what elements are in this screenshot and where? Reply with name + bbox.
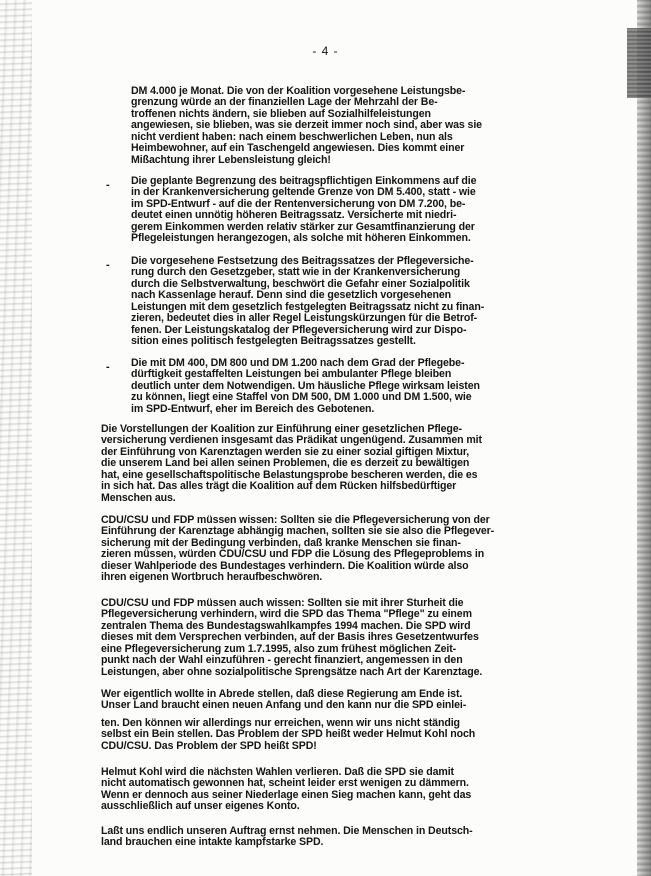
text-line: selbst ein Bein stellen. Das Problem der SPD heißt weder Helmut Kohl noch (101, 728, 476, 741)
text-line: gerem Einkommen werden relativ stärker zur Gesamtfinanzierung der (131, 220, 475, 233)
text-line: nicht automatisch gewonnen hat, scheint leider erst wenigen zu dämmern. (101, 777, 469, 790)
text-line: die unserem Land bei allen seinen Problemen, die es derzeit zu bewältigen (101, 457, 470, 470)
text-line: Unser Land braucht einen neuen Anfang und den kann nur die SPD einlei- (101, 699, 467, 712)
text-line: Helmut Kohl wird die nächsten Wahlen verlieren. Daß die SPD sie damit (101, 766, 454, 778)
text-line: zentralen Thema des Bundestagswahlkampfes 1994 machen. Die SPD wird (101, 619, 471, 632)
paragraph-government-end-part1 (101, 689, 466, 712)
text-line: sition eines politisch festgelegten Beitragssatzes gestellt. (131, 335, 416, 348)
text-line: punkt nach der Wahl einzuführen - gerecht finanziert, angemessen in den (101, 654, 463, 667)
text-line: dürftigkeit gestaffelten Leistungen bei ambulanter Pflege bleiben (131, 368, 452, 381)
text-line: der Einführung von Karenztagen werden sie zu einer sozial giftigen Mixtur, (101, 445, 470, 458)
page-number: - 4 - (312, 44, 339, 58)
text-line: Wer eigentlich wollte in Abrede stellen, daß diese Regierung am Ende ist. (101, 688, 463, 700)
paragraph-coalition-assessment (101, 424, 482, 504)
text-line: grenzung würde an der finanziellen Lage der Mehrzahl der Be- (131, 96, 438, 109)
bullet-paragraph-ambulant-care (131, 358, 480, 415)
text-line: CDU/CSU und FDP müssen wissen: Sollten sie die Pflegeversicherung von der (101, 514, 490, 526)
text-line: Die mit DM 400, DM 800 und DM 1.200 nach dem Grad der Pflegebe- (131, 357, 465, 369)
text-line: zieren müssen, würden CDU/CSU und FDP die Lösung des Pflegeproblems in (101, 548, 485, 561)
text-line: Pflegeversicherung verhindern, wird die SPD das Thema "Pflege" zu einem (101, 608, 472, 621)
paragraph-helmut-kohl (101, 767, 471, 813)
text-line: ihren eigenen Wortbruch heraufbeschwören. (101, 571, 323, 584)
text-line: Leistungen mit dem gesetzlich festgelegten Beitragssatz nicht zu finan- (131, 300, 485, 313)
text-line: Mißachtung ihrer Lebensleistung gleich! (131, 153, 331, 166)
text-line: ausschließlich auf unser eigenes Konto. (101, 800, 300, 813)
text-line: dieser Wahlperiode des Bundestages verhindern. Die Koalition würde also (101, 559, 469, 572)
bullet-marker: - (106, 361, 110, 373)
text-line: Die Vorstellungen der Koalition zur Einführung einer gesetzlichen Pflege- (101, 423, 462, 435)
text-line: Die vorgesehene Festsetzung des Beitragssatzes der Pflegeversiche- (131, 255, 474, 267)
paragraph-cdu-fdp-must-know (101, 515, 494, 584)
paragraph-cdu-fdp-also-know (101, 598, 482, 678)
text-line: nicht verdient haben: nach einem beschwerlichen Leben, nun als (131, 130, 453, 143)
bullet-paragraph-income-limit (131, 176, 476, 245)
text-line: durch die Selbstverwaltung, beschwört die Gefahr einer Sozialpolitik (131, 277, 470, 290)
bullet-marker: - (106, 259, 110, 271)
text-line: deutlich unter dem Notwendigen. Um häusliche Pflege wirksam leisten (131, 379, 480, 392)
text-line: rung durch den Gesetzgeber, statt wie in der Krankenversicherung (131, 266, 461, 279)
text-line: im SPD-Entwurf - auf die der Rentenversicherung von DM 7.200, be- (131, 197, 466, 210)
text-line: sicherung mit der Bedingung verbinden, daß kranke Menschen sie finan- (101, 536, 461, 549)
scan-edge-left (0, 0, 32, 876)
text-line: in der Krankenversicherung geltende Grenze von DM 5.400, statt - wie (131, 186, 476, 199)
text-line: Heimbewohner, auf ein Taschengeld angewiesen. Dies kommt einer (131, 142, 465, 155)
text-line: Laßt uns endlich unseren Auftrag ernst nehmen. Die Menschen in Deutsch- (101, 825, 473, 837)
text-line: land brauchen eine intakte kampfstarke SPD. (101, 836, 324, 849)
text-line: angewiesen, sie blieben, was sie derzeit immer noch sind, aber was sie (131, 119, 482, 132)
text-line: Menschen aus. (101, 491, 176, 504)
text-line: deutet einen unnötig höheren Beitragssatz. Versicherte mit niedri- (131, 209, 457, 222)
text-line: fenen. Der Leistungskatalog der Pflegeversicherung wird zur Dispo- (131, 323, 467, 336)
text-line: hat, eine gesellschaftspolitische Belastungsprobe bescheren werden, die es (101, 468, 478, 481)
text-line: Leistungen, aber ohne sozialpolitische Sprengsätze nach Art der Karenztage. (101, 665, 483, 678)
text-line: Die geplante Begrenzung des beitragspflichtigen Einkommens auf die (131, 175, 477, 187)
paragraph-government-end-part2 (101, 718, 475, 752)
text-line: im SPD-Entwurf, eher im Bereich des Gebotenen. (131, 402, 375, 415)
text-line: zu können, liegt eine Staffel von DM 500, DM 1.000 und DM 1.500, wie (131, 391, 472, 404)
scan-edge-mark (627, 28, 651, 98)
paragraph-continuation (131, 86, 482, 166)
text-line: in sich hat. Das alles trägt die Koalition auf dem Rücken hilfsbedürftiger (101, 480, 457, 493)
text-line: CDU/CSU und FDP müssen auch wissen: Sollten sie mit ihrer Sturheit die (101, 597, 464, 609)
text-line: ten. Den können wir allerdings nur erreichen, wenn wir uns nicht ständig (101, 717, 460, 729)
text-line: nach Kassenlage herauf. Denn sind die gesetzlich vorgesehenen (131, 289, 452, 302)
bullet-marker: - (106, 179, 110, 191)
text-line: eine Pflegeversicherung zum 1.7.1995, also zum frühest möglichen Zeit- (101, 642, 457, 655)
text-line: troffenen nichts ändern, sie blieben auf Sozialhilfeleistungen (131, 107, 431, 120)
text-line: dieses mit dem Versprechen verbinden, auf der Basis ihres Gesetzentwurfes (101, 631, 479, 644)
text-line: Wenn er dennoch aus seiner Niederlage einen Sieg machen kann, geht das (101, 788, 472, 801)
scan-edge-right (637, 0, 651, 876)
text-line: zieren, bedeutet dies in aller Regel Leistungskürzungen für die Betrof- (131, 312, 478, 325)
text-line: Einführung der Karenztage abhängig machen, sollten sie sie also die Pflegever- (101, 525, 495, 538)
bullet-paragraph-contribution-rate (131, 256, 484, 348)
text-line: DM 4.000 je Monat. Die von der Koalition vorgesehene Leistungsbe- (131, 85, 466, 97)
text-line: Pflegeleistungen herangezogen, als solche mit höheren Einkommen. (131, 232, 471, 245)
paragraph-closing (101, 826, 473, 849)
text-line: CDU/CSU. Das Problem der SPD heißt SPD! (101, 739, 317, 752)
text-line: versicherung verdienen insgesamt das Prädikat ungenügend. Zusammen mit (101, 434, 482, 447)
